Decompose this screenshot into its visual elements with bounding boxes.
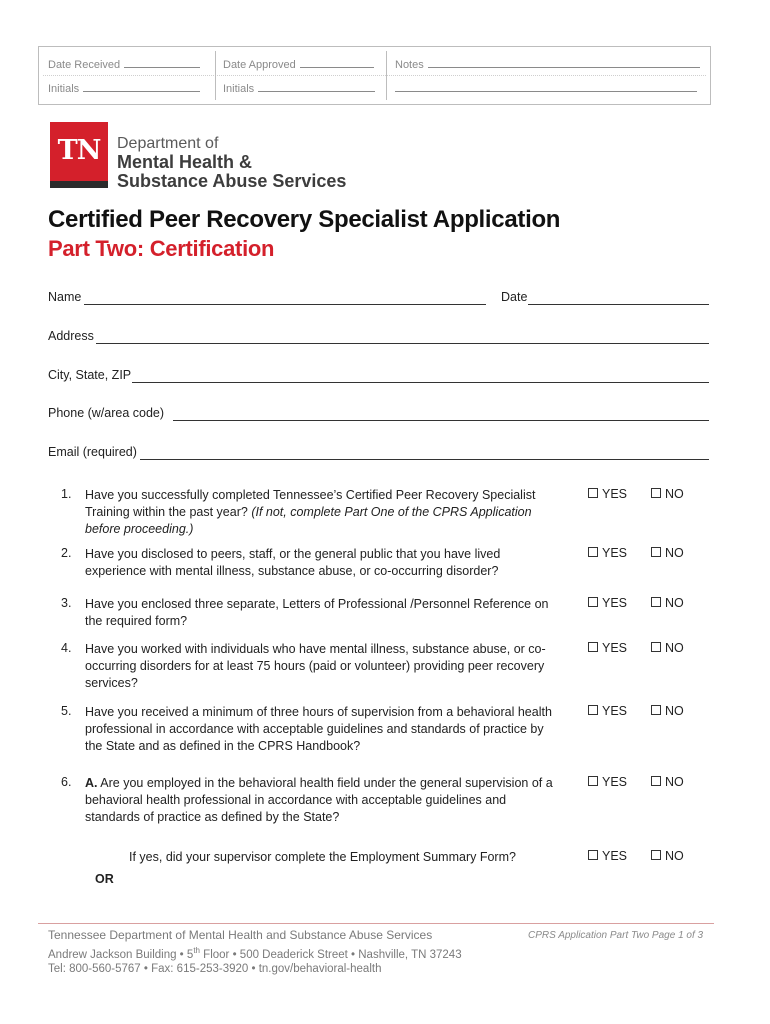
city-state-zip-label: City, State, ZIP — [48, 368, 132, 382]
footer-address-sup: th — [193, 946, 200, 955]
form-title: Certified Peer Recovery Specialist Application — [48, 206, 561, 233]
date-input[interactable] — [528, 304, 709, 305]
question-number: 4. — [61, 641, 72, 655]
no-label: NO — [665, 487, 684, 501]
footer-address-end: Floor • 500 Deaderick Street • Nashville, TN 37243 — [199, 948, 462, 961]
office-use-box — [38, 46, 711, 105]
or-label: OR — [95, 872, 114, 886]
footer-org: Tennessee Department of Mental Health and Substance Abuse Services — [48, 928, 433, 942]
footer-address — [48, 946, 462, 961]
footer-address-start: Andrew Jackson Building • 5 — [48, 948, 194, 961]
page-number: CPRS Application Part Two Page 1 of 3 — [528, 930, 704, 941]
checkbox-icon — [651, 597, 661, 607]
q2-no-checkbox[interactable] — [651, 546, 684, 560]
question-number: 3. — [61, 596, 72, 610]
address-input[interactable] — [96, 343, 709, 344]
question-part-label: A. — [85, 776, 98, 790]
department-line-2: Mental Health & — [117, 152, 253, 172]
no-label: NO — [665, 849, 684, 863]
footer-contact: Tel: 800-560-5767 • Fax: 615-253-3920 • tn.gov/behavioral-health — [48, 963, 382, 975]
checkbox-icon — [588, 850, 598, 860]
checkbox-icon — [588, 488, 598, 498]
department-name — [117, 134, 346, 191]
name-label: Name — [48, 290, 82, 304]
tn-logo — [50, 122, 108, 188]
followup-question: If yes, did your supervisor complete the Employment Summary Form? — [129, 850, 516, 864]
yes-label: YES — [602, 546, 628, 560]
checkbox-icon — [588, 597, 598, 607]
no-label: NO — [665, 775, 684, 789]
checkbox-icon — [651, 705, 661, 715]
initials-field-1[interactable] — [48, 82, 200, 95]
checkbox-icon — [651, 642, 661, 652]
phone-input[interactable] — [173, 420, 709, 421]
q6a-yes-checkbox[interactable] — [588, 775, 627, 789]
yes-label: YES — [602, 641, 628, 655]
date-label: Date — [501, 290, 528, 304]
question-2-text: Have you disclosed to peers, staff, or the general public that you have lived experience with mental illness, substance abuse, or co-occurring disorder? — [85, 547, 501, 578]
question-text: Are you employed in the behavioral health field under the general supervision of a behavioral health professional in accordance with acceptable guidelines and standards of practice as defined by the State? — [85, 776, 553, 824]
initials-label: Initials — [223, 83, 255, 95]
yes-label: YES — [602, 704, 628, 718]
department-line-3: Substance Abuse Services — [117, 171, 347, 191]
logo-stripe — [50, 181, 108, 188]
notes-field[interactable] — [395, 58, 700, 71]
no-label: NO — [665, 546, 684, 560]
followup-no-checkbox[interactable] — [651, 849, 684, 863]
date-approved-field[interactable] — [223, 58, 374, 71]
q3-yes-checkbox[interactable] — [588, 596, 627, 610]
followup-yes-checkbox[interactable] — [588, 849, 627, 863]
date-received-field[interactable] — [48, 58, 200, 71]
question-note: (If not, complete Part One of the CPRS Application before proceeding.) — [85, 505, 532, 536]
q4-no-checkbox[interactable] — [651, 641, 684, 655]
phone-label: Phone (w/area code) — [48, 406, 165, 420]
form-subtitle: Part Two: Certification — [48, 236, 275, 261]
checkbox-icon — [588, 547, 598, 557]
q2-yes-checkbox[interactable] — [588, 546, 627, 560]
yes-label: YES — [602, 849, 628, 863]
checkbox-icon — [588, 705, 598, 715]
question-number: 6. — [61, 775, 72, 789]
department-line-1: Department of — [117, 135, 219, 152]
q3-no-checkbox[interactable] — [651, 596, 684, 610]
initials-label: Initials — [48, 83, 80, 95]
no-label: NO — [665, 704, 684, 718]
address-label: Address — [48, 329, 94, 343]
question-number: 1. — [61, 487, 72, 501]
q4-yes-checkbox[interactable] — [588, 641, 627, 655]
yes-label: YES — [602, 487, 628, 501]
question-text: Have you successfully completed Tennessee’s Certified Peer Recovery Specialist Training within the past year? — [85, 488, 536, 519]
question-1-text — [85, 487, 555, 538]
initials-field-2[interactable] — [223, 82, 375, 95]
q5-yes-checkbox[interactable] — [588, 704, 627, 718]
checkbox-icon — [588, 776, 598, 786]
city-state-zip-input[interactable] — [132, 382, 709, 383]
q5-no-checkbox[interactable] — [651, 704, 684, 718]
date-received-label: Date Received — [48, 59, 121, 71]
email-label: Email (required) — [48, 445, 137, 459]
office-use-divider — [43, 75, 706, 76]
checkbox-icon — [651, 547, 661, 557]
checkbox-icon — [651, 776, 661, 786]
tn-logo-mark: TN — [57, 135, 101, 166]
question-5-text: Have you received a minimum of three hours of supervision from a behavioral health professional in accordance with acceptable guidelines and standards of practice by the State and as defined in the CPRS Handbook? — [85, 705, 552, 753]
yes-label: YES — [602, 596, 628, 610]
q6a-no-checkbox[interactable] — [651, 775, 684, 789]
no-label: NO — [665, 596, 684, 610]
checkbox-icon — [651, 850, 661, 860]
no-label: NO — [665, 641, 684, 655]
q1-no-checkbox[interactable] — [651, 487, 684, 501]
question-3-text: Have you enclosed three separate, Letters of Professional /Personnel Reference on the required form? — [85, 597, 549, 628]
yes-label: YES — [602, 775, 628, 789]
date-approved-label: Date Approved — [223, 59, 296, 71]
q1-yes-checkbox[interactable] — [588, 487, 627, 501]
email-input[interactable] — [140, 459, 709, 460]
question-number: 5. — [61, 704, 72, 718]
checkbox-icon — [588, 642, 598, 652]
question-4-text: Have you worked with individuals who have mental illness, substance abuse, or co-occurring disorders for at least 75 hours (paid or volunteer) providing peer recovery services? — [85, 642, 546, 690]
office-use-separator — [386, 51, 387, 100]
checkbox-icon — [651, 488, 661, 498]
name-input[interactable] — [84, 304, 486, 305]
notes-field-line-2[interactable] — [395, 82, 697, 95]
question-6-text — [85, 775, 560, 826]
question-number: 2. — [61, 546, 72, 560]
notes-label: Notes — [395, 59, 424, 71]
footer-divider — [38, 923, 714, 924]
office-use-separator — [215, 51, 216, 100]
